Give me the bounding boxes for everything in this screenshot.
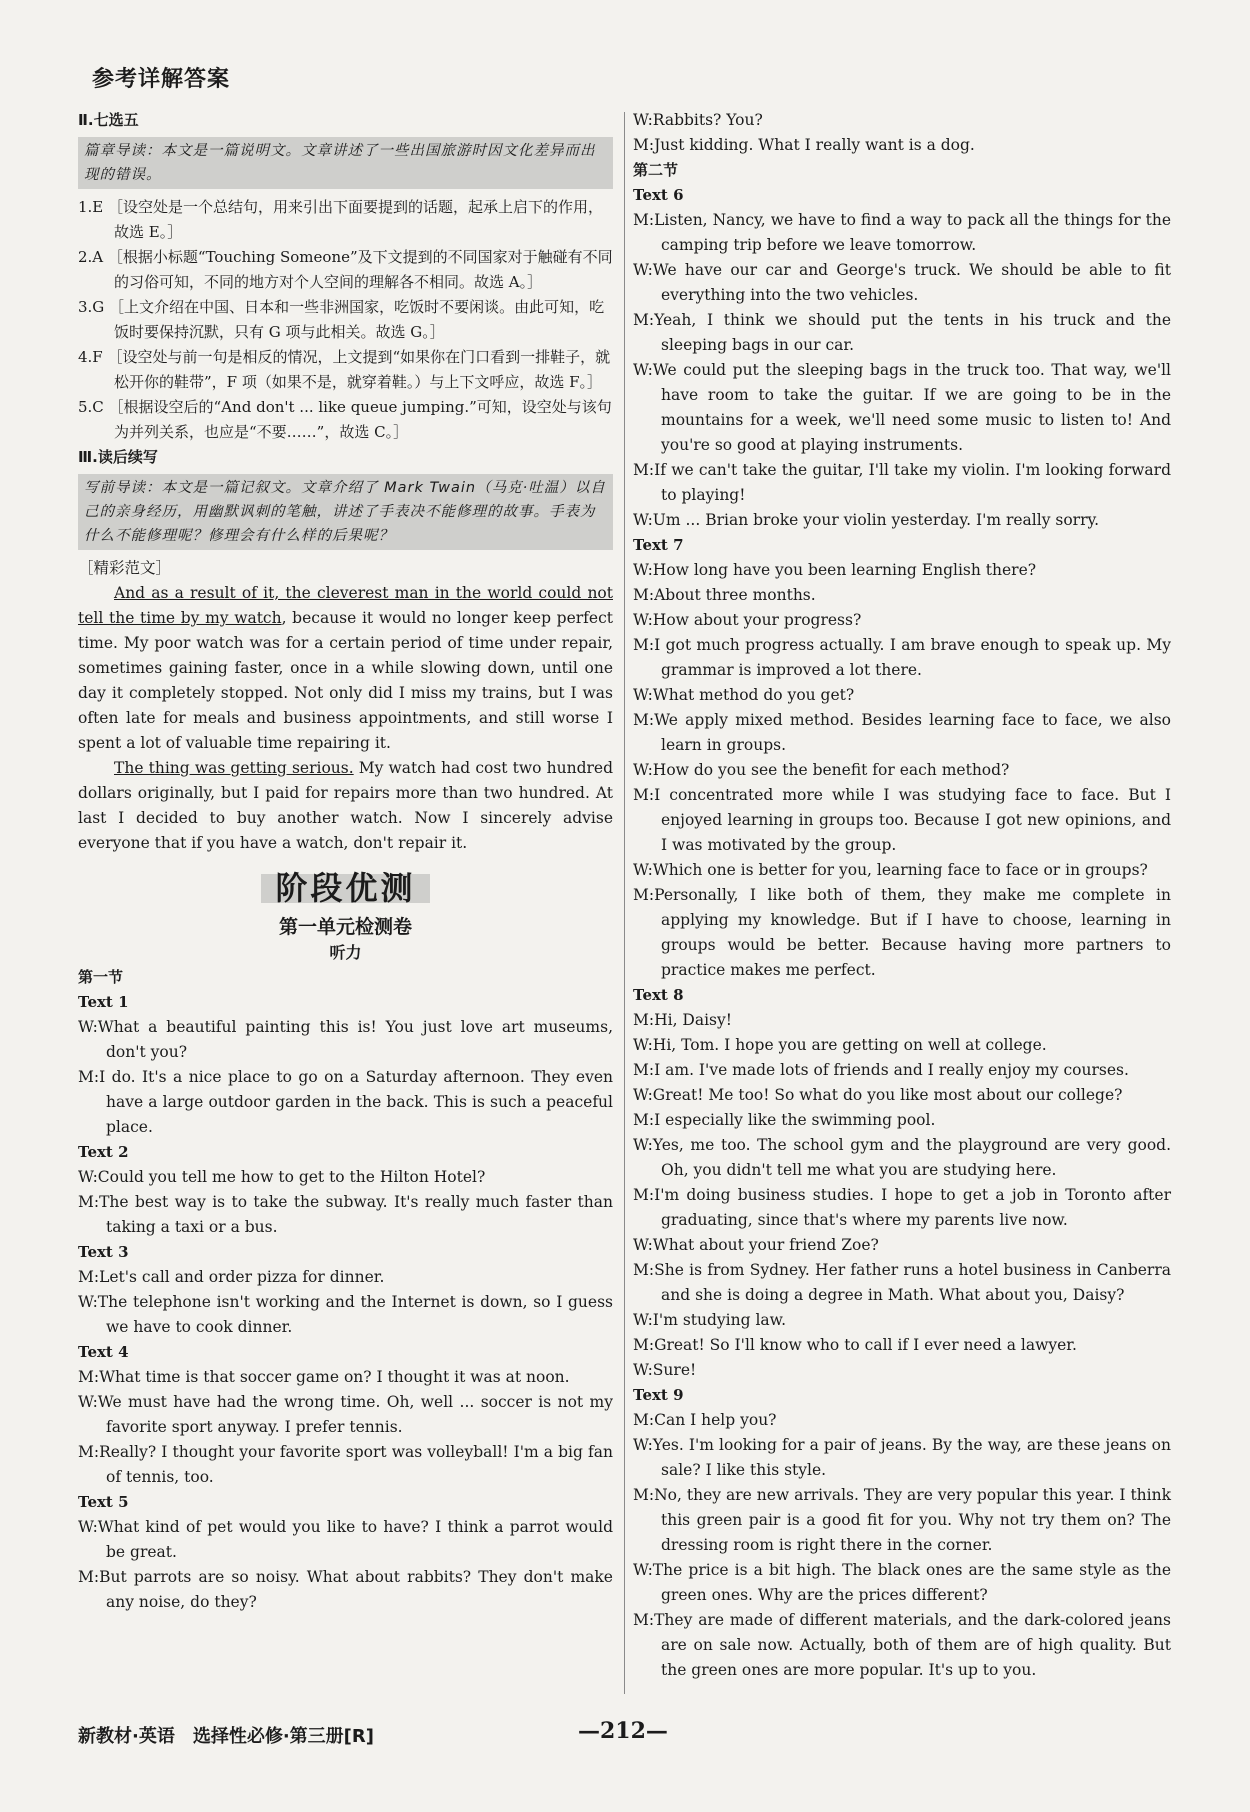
dialogue-line: M:I am. I've made lots of friends and I really enjoy my courses. xyxy=(633,1061,1129,1079)
paragraph-text: , because it would no longer keep perfect time. My poor watch was for a certain period of time under repair, sometimes gaining faster, once in a while slowing down, until one day it completely stopped. Not only did I miss my trains, but I was often late for meals and business appointments, and still worse I spent a lot of valuable time repairing it. xyxy=(78,609,613,752)
text-label: Text 9 xyxy=(633,1386,684,1404)
dialogue-line: M:We apply mixed method. Besides learning face to face, we also learn in groups. xyxy=(633,711,1171,754)
dialogue-line: W:We could put the sleeping bags in the truck too. That way, we'll have room to take the guitar. If we are going to be in the mountains for a week, we'll need some music to listen to! And you're so good at playing instruments. xyxy=(633,361,1171,454)
text-label: Text 3 xyxy=(78,1243,129,1261)
dialogue-line: W:Could you tell me how to get to the Hilton Hotel? xyxy=(78,1168,486,1186)
answer-item: 2.A ［根据小标题“Touching Someone”及下文提到的不同国家对于触碰有不同的习俗可知，不同的地方对个人空间的理解各不相同。故选 A。］ xyxy=(78,248,613,291)
underlined-sentence: And as a result of it, the cleverest man in the world could not tell the time by my watch xyxy=(78,584,613,627)
paragraph-text: My watch had cost two hundred dollars originally, but I paid for repairs more than two hundred. At last I decided to buy another watch. Now I sincerely advise everyone that if you have a watch, don't repair it. xyxy=(78,759,613,852)
text-label: Text 6 xyxy=(633,186,684,204)
text-label: Text 7 xyxy=(633,536,684,554)
dialogue-line: M:No, they are new arrivals. They are very popular this year. I think this green pair is a good fit for you. Why not try them on? The dressing room is right there in the corner. xyxy=(633,1486,1171,1554)
dialogue-line: W:How do you see the benefit for each method? xyxy=(633,761,1010,779)
dialogue-line: M:Personally, I like both of them, they make me complete in applying my knowledge. But if I have to choose, learning in groups would be better. Because having more partners to practice makes me perfect. xyxy=(633,886,1171,979)
right-column xyxy=(633,108,1171,1683)
dialogue-line: M:I'm doing business studies. I hope to get a job in Toronto after graduating, since that's where my parents live now. xyxy=(633,1186,1171,1229)
model-essay-label: ［精彩范文］ xyxy=(78,559,172,577)
text-label: Text 1 xyxy=(78,993,129,1011)
dialogue-line: M:About three months. xyxy=(633,586,816,604)
dialogue-line: M:Great! So I'll know who to call if I ever need a lawyer. xyxy=(633,1336,1077,1354)
listening-heading: 听力 xyxy=(329,943,362,962)
dialogue-line: M:I especially like the swimming pool. xyxy=(633,1111,936,1129)
underlined-sentence: The thing was getting serious. xyxy=(114,759,354,777)
dialogue-line: M:Really? I thought your favorite sport was volleyball! I'm a big fan of tennis, too. xyxy=(78,1443,613,1486)
dialogue-line: M:Let's call and order pizza for dinner. xyxy=(78,1268,385,1286)
dialogue-line: W:The price is a bit high. The black ones are the same style as the green ones. Why are the prices different? xyxy=(633,1561,1171,1604)
text-label: Text 8 xyxy=(633,986,684,1004)
page-number: —212— xyxy=(578,1718,668,1744)
banner-text: 阶段优测 xyxy=(261,874,429,903)
essay-paragraph-2 xyxy=(78,756,613,856)
part-heading: 第二节 xyxy=(633,161,679,179)
dialogue-line: M:Can I help you? xyxy=(633,1411,777,1429)
passage-guide: 篇章导读：本文是一篇说明文。文章讲述了一些出国旅游时因文化差异而出现的错误。 xyxy=(78,137,613,189)
page-title: 参考详解答案 xyxy=(92,67,231,92)
dialogue-line: W:I'm studying law. xyxy=(633,1311,787,1329)
answer-item: 5.C ［根据设空后的“And don't ... like queue jumping.”可知，设空处与该句为并列关系，也应是“不要……”，故选 C。］ xyxy=(78,398,612,441)
dialogue-line: M:If we can't take the guitar, I'll take my violin. I'm looking forward to playing! xyxy=(633,461,1171,504)
stage-test-banner xyxy=(78,869,613,907)
column-divider xyxy=(624,112,625,1694)
text-label: Text 4 xyxy=(78,1343,129,1361)
dialogue-line: W:Rabbits? You? xyxy=(633,111,763,129)
section-heading-continuation: Ⅲ.读后续写 xyxy=(78,448,158,466)
dialogue-line: W:Sure! xyxy=(633,1361,697,1379)
dialogue-line: W:What method do you get? xyxy=(633,686,855,704)
answer-item: 3.G ［上文介绍在中国、日本和一些非洲国家，吃饭时不要闲谈。由此可知，吃饭时要保持沉默，只有 G 项与此相关。故选 G。］ xyxy=(78,298,605,341)
listening-texts xyxy=(78,990,613,1615)
dialogue-line: W:Hi, Tom. I hope you are getting on well at college. xyxy=(633,1036,1047,1054)
dialogue-line: W:Which one is better for you, learning face to face or in groups? xyxy=(633,861,1148,879)
model-essay xyxy=(78,581,613,856)
text-label: Text 2 xyxy=(78,1143,129,1161)
dialogue-line: M:But parrots are so noisy. What about rabbits? They don't make any noise, do they? xyxy=(78,1568,613,1611)
dialogue-line: W:What kind of pet would you like to have? I think a parrot would be great. xyxy=(78,1518,613,1561)
dialogue-line: M:Listen, Nancy, we have to find a way to pack all the things for the camping trip before we leave tomorrow. xyxy=(633,211,1171,254)
dialogue-line: W:We must have had the wrong time. Oh, well ... soccer is not my favorite sport anyway. I prefer tennis. xyxy=(78,1393,613,1436)
dialogue-line: W:How about your progress? xyxy=(633,611,862,629)
dialogue-line: W:What a beautiful painting this is! You just love art museums, don't you? xyxy=(78,1018,613,1061)
dialogue-line: W:Great! Me too! So what do you like most about our college? xyxy=(633,1086,1123,1104)
dialogue-line: W:Um ... Brian broke your violin yesterday. I'm really sorry. xyxy=(633,511,1100,529)
dialogue-line: W:How long have you been learning English there? xyxy=(633,561,1037,579)
writing-guide: 写前导读：本文是一篇记叙文。文章介绍了 Mark Twain（马克·吐温）以自己的亲身经历，用幽默讽刺的笔触，讲述了手表决不能修理的故事。手表为什么不能修理呢？修理会有什么样的后果呢？ xyxy=(78,474,613,550)
essay-paragraph-1 xyxy=(78,581,613,756)
dialogue-line: W:What about your friend Zoe? xyxy=(633,1236,879,1254)
dialogue-line: M:She is from Sydney. Her father runs a hotel business in Canberra and she is doing a degree in Math. What about you, Daisy? xyxy=(633,1261,1171,1304)
left-column xyxy=(78,108,613,1615)
dialogue-line: W:Yes. I'm looking for a pair of jeans. By the way, are these jeans on sale? I like this style. xyxy=(633,1436,1171,1479)
text-label: Text 5 xyxy=(78,1493,129,1511)
section-heading-cloze: Ⅱ.七选五 xyxy=(78,111,139,129)
answer-item: 4.F ［设空处与前一句是相反的情况，上文提到“如果你在门口看到一排鞋子，就松开你的鞋带”，F 项（如果不是，就穿着鞋。）与上下文呼应，故选 F。］ xyxy=(78,348,611,391)
dialogue-line: M:What time is that soccer game on? I thought it was at noon. xyxy=(78,1368,570,1386)
dialogue-line: M:The best way is to take the subway. It's really much faster than taking a taxi or a bus. xyxy=(78,1193,613,1236)
book-title: 新教材·英语 选择性必修·第三册[R] xyxy=(78,1726,374,1747)
part-heading: 第一节 xyxy=(78,968,124,986)
dialogue-line: M:They are made of different materials, and the dark-colored jeans are on sale now. Actually, both of them are of high quality. But the green ones are more popular. It's up to you. xyxy=(633,1611,1171,1679)
dialogue-line: W:The telephone isn't working and the Internet is down, so I guess we have to cook dinner. xyxy=(78,1293,613,1336)
listening-texts xyxy=(633,183,1171,1683)
dialogue-line: M:Hi, Daisy! xyxy=(633,1011,732,1029)
dialogue-line: M:I do. It's a nice place to go on a Saturday afternoon. They even have a large outdoor garden in the back. This is such a peaceful place. xyxy=(78,1068,613,1136)
dialogue-line: M:I concentrated more while I was studying face to face. But I enjoyed learning in groups too. Because I got new opinions, and I was motivated by the group. xyxy=(633,786,1171,854)
dialogue-line: M:I got much progress actually. I am brave enough to speak up. My grammar is improved a lot there. xyxy=(633,636,1171,679)
dialogue-line: W:We have our car and George's truck. We should be able to fit everything into the two vehicles. xyxy=(633,261,1171,304)
dialogue-line: W:Yes, me too. The school gym and the playground are very good. Oh, you didn't tell me what you are studying here. xyxy=(633,1136,1171,1179)
dialogue-line: M:Yeah, I think we should put the tents in his truck and the sleeping bags in our car. xyxy=(633,311,1171,354)
answer-list xyxy=(78,195,613,445)
dialogue-line: M:Just kidding. What I really want is a dog. xyxy=(633,136,975,154)
answer-item: 1.E ［设空处是一个总结句，用来引出下面要提到的话题，起承上启下的作用，故选 E。］ xyxy=(78,198,604,241)
unit-test-title: 第一单元检测卷 xyxy=(278,916,412,938)
